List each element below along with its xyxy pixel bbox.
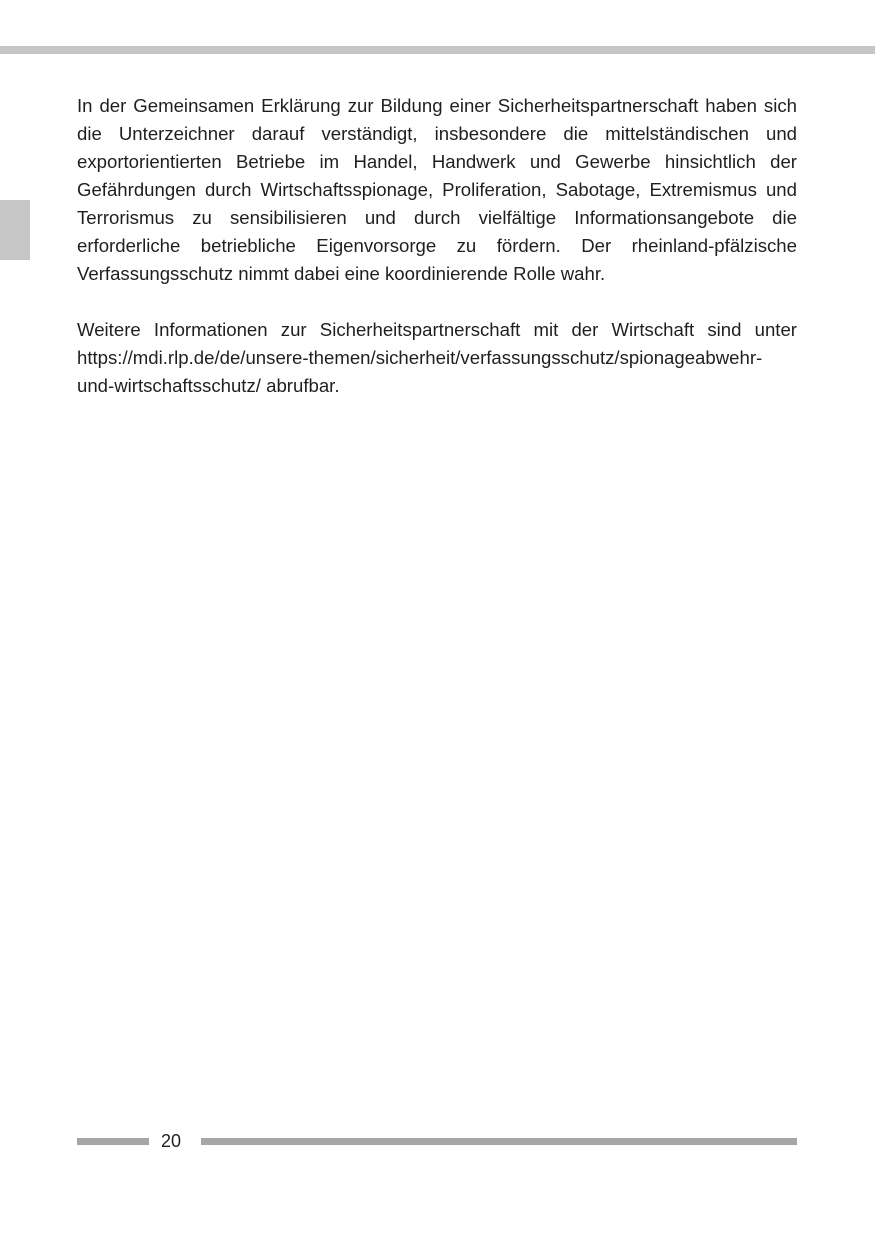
- chapter-side-tab: [0, 200, 30, 260]
- paragraph-further-information: Weitere Informationen zur Sicherheitspartnerschaft mit der Wirtschaft sind unter https://mdi.rlp.de/de/unsere-themen/sicherheit/verfassungsschutz/spionageabwehr-und-wirtschaftsschutz/ abrufbar.: [77, 319, 797, 396]
- footer-bar-left: [77, 1138, 149, 1145]
- paragraph-security-partnership: In der Gemeinsamen Erklärung zur Bildung einer Sicherheitspartnerschaft haben sich die Unterzeichner darauf verständigt, insbesondere die mittelständischen und exportorientierten Betriebe im Handel, Handwerk und Gewerbe hinsichtlich der Gefährdungen durch Wirtschaftsspionage, Proliferation, Sabotage, Extremismus und Terrorismus zu sensibilisieren und durch vielfältige Informationsangebote die erforderliche betriebliche Eigenvorsorge zu fördern. Der rheinland-pfälzische Verfassungsschutz nimmt dabei eine koordinierende Rolle wahr.: [77, 95, 797, 284]
- page-footer: [77, 1128, 797, 1154]
- header-rule: [0, 46, 875, 54]
- footer-bar-right: [201, 1138, 797, 1145]
- page-number: 20: [161, 1131, 182, 1151]
- body-text: [77, 92, 797, 428]
